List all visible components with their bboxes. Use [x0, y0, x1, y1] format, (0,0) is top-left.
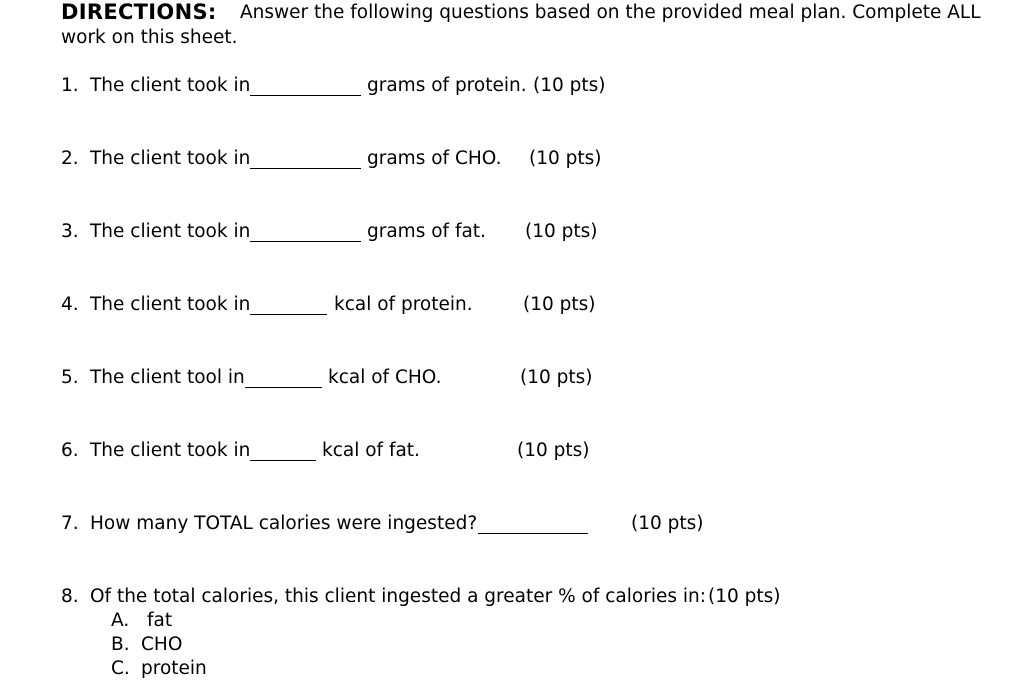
option-c-letter: C. [111, 658, 130, 679]
question-6-number: 6. [61, 440, 79, 461]
question-2-number: 2. [61, 148, 79, 169]
question-6-suffix: kcal of fat. [322, 440, 420, 461]
question-7-points: (10 pts) [631, 513, 704, 534]
question-3-prefix: The client took in [90, 221, 251, 242]
question-3-answer-blank[interactable] [250, 241, 361, 242]
question-3-suffix: grams of fat. [367, 221, 486, 242]
option-b-text[interactable]: CHO [141, 634, 183, 655]
question-2-suffix: grams of CHO. [367, 148, 502, 169]
question-2-prefix: The client took in [90, 148, 251, 169]
question-6-answer-blank[interactable] [250, 460, 316, 461]
option-a-text[interactable]: fat [147, 610, 173, 631]
question-1-suffix: grams of protein. [367, 75, 527, 96]
question-4-prefix: The client took in [90, 294, 251, 315]
directions-heading: DIRECTIONS: [61, 0, 217, 24]
question-2-answer-blank[interactable] [250, 168, 361, 169]
question-8-number: 8. [61, 586, 79, 607]
question-4-points: (10 pts) [523, 294, 596, 315]
question-7-number: 7. [61, 513, 79, 534]
question-4-answer-blank[interactable] [250, 314, 327, 315]
question-6-points: (10 pts) [517, 440, 590, 461]
question-7-prefix: How many TOTAL calories were ingested? [90, 513, 478, 534]
option-a-letter: A. [111, 610, 130, 631]
directions-text: Answer the following questions based on the provided meal plan. Complete ALL [240, 2, 981, 23]
question-7-answer-blank[interactable] [478, 533, 588, 534]
question-6-prefix: The client took in [90, 440, 251, 461]
question-5-suffix: kcal of CHO. [328, 367, 442, 388]
question-5-answer-blank[interactable] [245, 387, 322, 388]
option-b-letter: B. [111, 634, 130, 655]
question-1-answer-blank[interactable] [250, 95, 361, 96]
question-1-number: 1. [61, 75, 79, 96]
option-c-text[interactable]: protein [141, 658, 207, 679]
question-2-points: (10 pts) [529, 148, 602, 169]
question-1-points: (10 pts) [533, 75, 606, 96]
question-5-number: 5. [61, 367, 79, 388]
question-8-points: (10 pts) [708, 586, 781, 607]
question-5-prefix: The client tool in [90, 367, 245, 388]
question-1-prefix: The client took in [90, 75, 251, 96]
question-8-prefix: Of the total calories, this client ingested a greater % of calories in: [90, 586, 706, 607]
question-4-number: 4. [61, 294, 79, 315]
question-3-number: 3. [61, 221, 79, 242]
question-3-points: (10 pts) [525, 221, 598, 242]
question-5-points: (10 pts) [520, 367, 593, 388]
question-4-suffix: kcal of protein. [334, 294, 473, 315]
directions-text-line2: work on this sheet. [61, 27, 238, 48]
